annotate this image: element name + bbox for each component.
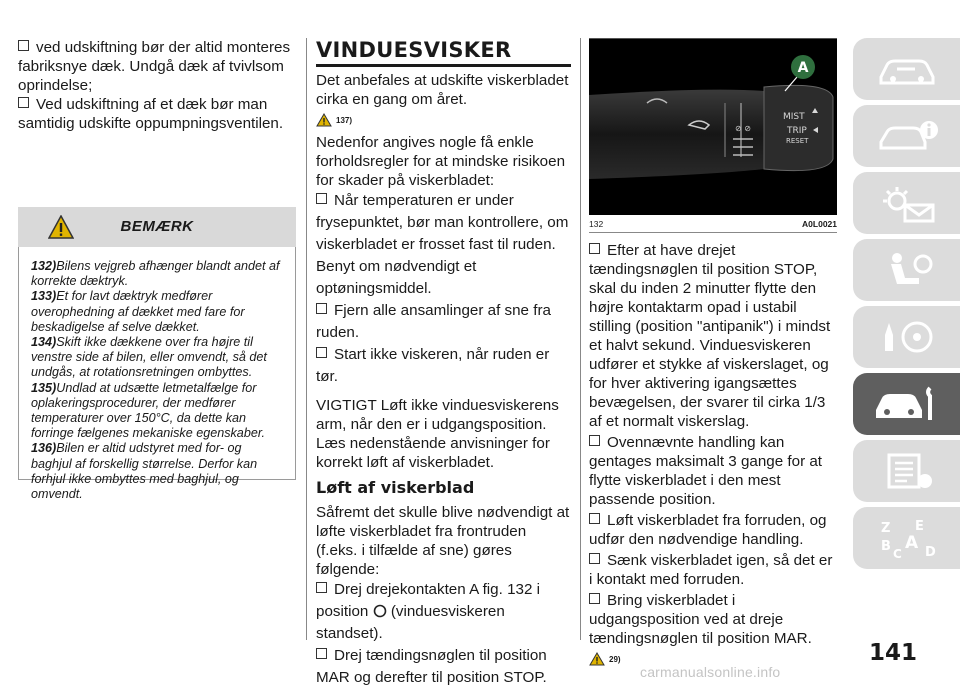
wiper-stalk-illustration [589,39,837,215]
steering-wheel-icon [875,317,939,357]
svg-text:A: A [797,60,809,76]
tab-alphabetical-index[interactable] [853,507,960,569]
checkbox-bullet-icon [316,193,327,204]
svg-text:B: B [880,539,891,554]
figure-number: 132 [589,219,604,229]
checkbox-bullet-icon [589,243,600,254]
checkbox-bullet-icon [589,513,600,524]
page-number: 141 [869,640,918,666]
list-item: ved udskiftning bør der altid monteres fabriksnye dæk. Undgå dæk af tvivlsom oprindelse; [18,39,291,94]
checkbox-bullet-icon [18,40,29,51]
wiper-off-position-icon [373,604,387,618]
intro-text: Det anbefales at udskifte viskerbladet cirka en gang om året. [316,72,569,108]
important-text: VIGTIGT Løft ikke vinduesviskerens arm, når den er i udgangsposition. Læs nedenstående anvisninger for korrekt løft af viskerbladet. [316,397,559,471]
figure-code: A0L0021 [802,219,837,229]
warning-triangle-icon [589,652,605,666]
benyt-text: Benyt om nødvendigt et optøningsmiddel. [316,258,477,297]
checkbox-bullet-icon [18,97,29,108]
list-item: Bring viskerbladet i udgangsposition ved at dreje tændingsnøglen til position MAR. [589,592,812,647]
airbag-seat-icon [875,250,939,290]
checkbox-bullet-icon [316,347,327,358]
warning-reference: 137) [316,113,571,127]
car-dashboard-icon [875,49,939,89]
tab-steering-wheel[interactable] [853,306,960,368]
figure-caption [589,215,837,233]
note-entry: 132)Bilens vejgreb afhænger blandt andet af korrekte dæktryk. [31,259,280,289]
checkbox-bullet-icon [589,553,600,564]
checkbox-bullet-icon [316,303,327,314]
section-heading: VINDUESVISKER [316,38,571,67]
precautions-intro: Nedenfor angives nogle få enkle forholdsregler for at mindske risikoen for skader på viskerbladet: [316,134,566,189]
tab-airbag-seat[interactable] [853,239,960,301]
subheading: Løft af viskerblad [316,478,475,497]
chapter-tabs [853,38,960,574]
warning-triangle-icon [316,113,332,127]
list-item: Drej tændingsnøglen til position MAR og derefter til position STOP. [316,647,547,686]
checkbox-bullet-icon [589,593,600,604]
svg-text:MIST: MIST [783,112,805,122]
svg-text:TRIP: TRIP [787,126,807,136]
list-item: Når temperaturen er under frysepunktet, bør man kontrollere, om viskerbladet er frosset fast til ruden. [316,192,569,253]
svg-text:E: E [914,519,924,534]
note-entry: 135)Undlad at udsætte letmetalfælge for oplakeringsprocedurer, der medfører temperaturer over 150°C, da dette kan forringe fælgenes mekaniske egenskaber. [31,380,266,441]
watermark: carmanualsonline.info [640,664,781,680]
checkbox-bullet-icon [316,648,327,659]
tab-car-info[interactable] [853,105,960,167]
svg-text:D: D [924,545,936,560]
svg-text:⊘ ⊘: ⊘ ⊘ [735,124,751,133]
alphabetical-index-icon [875,516,939,560]
list-item: Sænk viskerbladet igen, så det er i kontakt med forruden. [589,552,833,588]
svg-text:RESET: RESET [786,137,809,145]
list-item: Ovennævnte handling kan gentages maksimalt 3 gange for at flytte viskerbladet i den mest passende position. [589,434,823,508]
checkbox-bullet-icon [589,435,600,446]
lift-intro: Såfremt det skulle blive nødvendigt at løfte viskerbladet fra frontruden (f.eks. i tilfælde af sne) gøres følgende: [316,504,570,578]
tab-warning-lights[interactable] [853,172,960,234]
column-divider [306,38,307,640]
svg-text:C: C [892,547,902,560]
note-body [18,247,296,502]
column-wiper [316,38,571,689]
column-tyres [18,38,296,502]
column-wiper-continued [589,38,837,672]
note-entry: 133)Et for lavt dæktryk medfører overophedning af dækket med fare for beskadigelse af selve dækket. [31,289,245,334]
list-item: Fjern alle ansamlinger af sne fra ruden. [316,302,551,341]
car-info-icon [875,116,939,156]
svg-text:A: A [904,533,918,553]
note-header [18,207,296,247]
note-entry: 136)Bilen er altid udstyret med for- og baghjul af forskellig størrelse. Derfor kan forhjul ikke ombyttes med baghjul, og omvendt. [31,441,258,502]
note-title: BEMÆRK [120,218,194,235]
list-item: Drej drejekontakten A fig. 132 i position (vinduesviskeren standset). [316,581,541,642]
checkbox-bullet-icon [316,582,327,593]
car-service-icon [872,382,942,426]
list-item: Løft viskerbladet fra forruden, og udfør den nødvendige handling. [589,512,827,548]
column-divider [580,38,581,640]
wiper-stalk-figure [589,38,837,215]
list-item: Efter at have drejet tændingsnøglen til position STOP, skal du inden 2 minutter flytte den højre kontaktarm opad i ustabil stilling (position "antipanik") i mindst et halvt sekund. Vinduesviskeren udfører et stykke af viskerslaget, og for hver aktivering igangsættes bevægelsen, der svarer til cirka 1/3 af et normalt viskerslag. [589,242,831,430]
note-entry: 134)Skift ikke dækkene over fra højre til venstre side af bilen, eller omvendt, så det undgås, at rotationsretningen ombyttes. [31,335,267,380]
list-item: Ved udskiftning af et dæk bør man samtidig udskifte oppumpningsventilen. [18,96,284,132]
warning-lights-icon [875,183,939,223]
tab-car-service[interactable] [853,373,960,435]
warning-reference: 29) [589,652,837,666]
technical-data-icon [875,451,939,491]
svg-text:Z: Z [880,521,890,536]
tab-technical-data[interactable] [853,440,960,502]
tab-car-dashboard[interactable] [853,38,960,100]
list-item: Start ikke viskeren, når ruden er tør. [316,346,550,385]
